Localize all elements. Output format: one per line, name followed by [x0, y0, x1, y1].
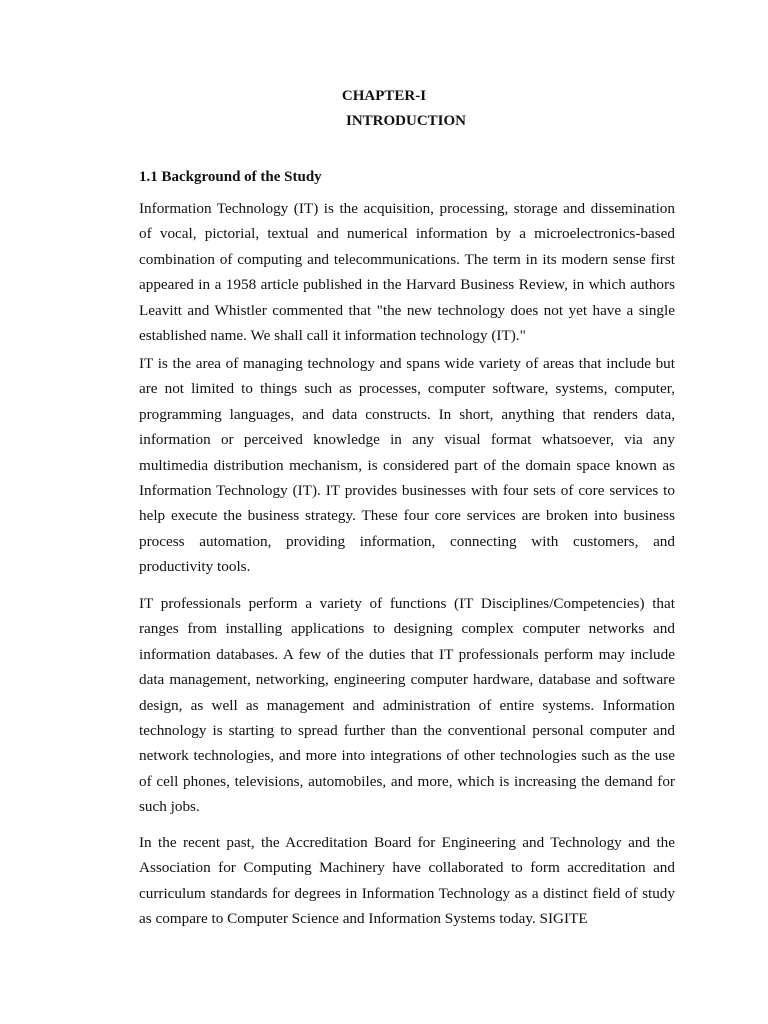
- chapter-label: CHAPTER-I: [341, 88, 427, 104]
- chapter-title: INTRODUCTION: [345, 113, 466, 129]
- paragraph: Information Technology (IT) is the acquisition, processing, storage and dissemination of vocal, pictorial, textual and numerical information by a microelectronics-based combination of computing and telecommunications. The term in its modern sense first appeared in a 1958 article published in the Harvard Business Review, in which authors Leavitt and Whistler commented that "the new technology does not yet have a single established name. We shall call it information technology (IT).": [139, 200, 675, 345]
- section-heading: 1.1 Background of the Study: [139, 169, 322, 185]
- paragraph: In the recent past, the Accreditation Board for Engineering and Technology and the Association for Computing Machinery have collaborated to form accreditation and curriculum standards for degrees in Information Technology as a distinct field of study as compare to Computer Science and Information Systems today. SIGITE: [139, 834, 675, 928]
- paragraph: IT is the area of managing technology and spans wide variety of areas that include but are not limited to things such as processes, computer software, systems, computer, programming languages, and data constructs. In short, anything that renders data, information or perceived knowledge in any visual format whatsoever, via any multimedia distribution mechanism, is considered part of the domain space known as Information Technology (IT). IT provides businesses with four sets of core services to help execute the business strategy. These four core services are broken into business process automation, providing information, connecting with customers, and productivity tools.: [139, 355, 675, 576]
- paragraph: IT professionals perform a variety of functions (IT Disciplines/Competencies) that ranges from installing applications to designing complex computer networks and information databases. A few of the duties that IT professionals perform may include data management, networking, engineering computer hardware, database and software design, as well as management and administration of entire systems. Information technology is starting to spread further than the conventional personal computer and network technologies, and more into integrations of other technologies such as the use of cell phones, televisions, automobiles, and more, which is increasing the demand for such jobs.: [139, 595, 675, 816]
